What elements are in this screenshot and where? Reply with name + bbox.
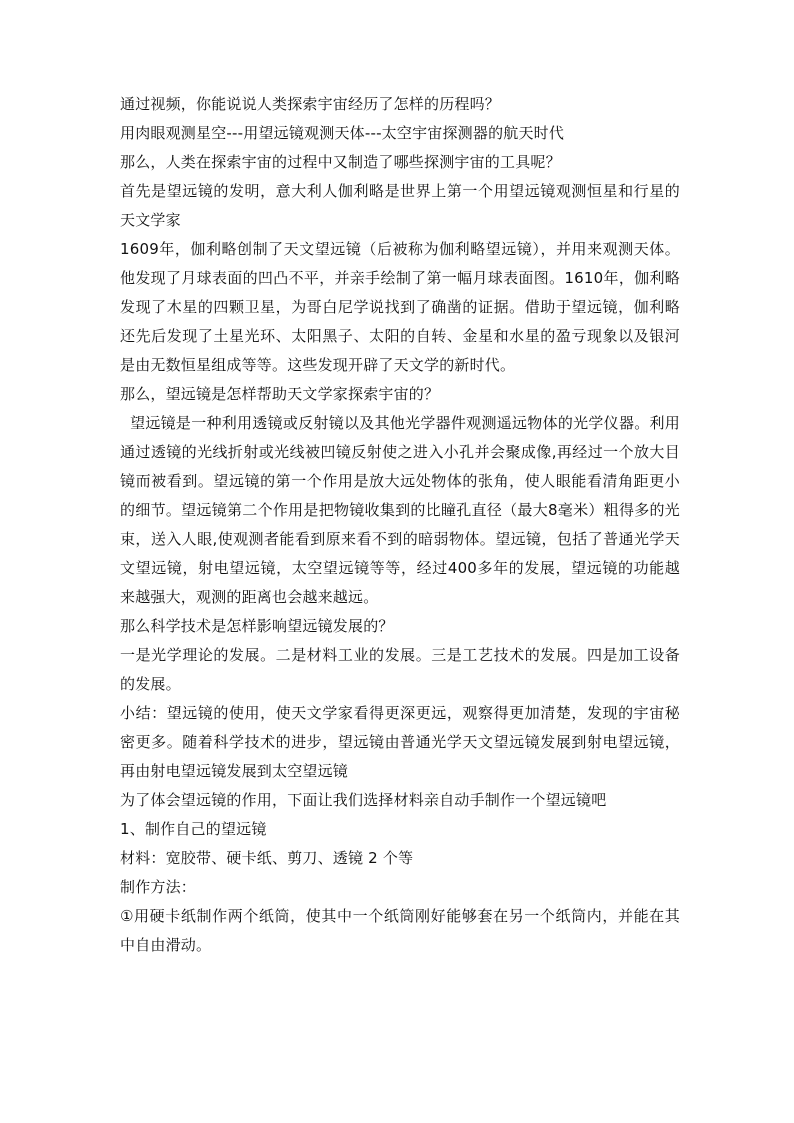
galileo-intro: 首先是望远镜的发明，意大利人伽利略是世界上第一个用望远镜观测恒星和行星的天文学家 (120, 182, 680, 229)
telescope-explanation: 望远镜是一种利用透镜或反射镜以及其他光学器件观测遥远物体的光学仪器。利用通过透镜的光线折射或光线被凹镜反射使之进入小孔并会聚成像,再经过一个放大目镜而被看到。望远镜的第一个作用是放大远处物体的张角，使人眼能看清角距更小的细节。望远镜第二个作用是把物镜收集到的比瞳孔直径（最大8毫米）粗得多的光束，送入人眼,使观测者能看到原来看不到的暗弱物体。望远镜，包括了普通光学天文望远镜，射电望远镜，太空望远镜等等，经过400多年的发展，望远镜的功能越来越强大，观测的距离也会越来越远。 (120, 414, 680, 606)
question-tools: 那么，人类在探索宇宙的过程中又制造了哪些探测宇宙的工具呢？ (120, 153, 561, 171)
question-video-history: 通过视频，你能说说人类探索宇宙经历了怎样的历程吗？ (120, 95, 501, 113)
section-heading-make-telescope: 1、制作自己的望远镜 (120, 820, 267, 838)
technology-factors: 一是光学理论的发展。二是材料工业的发展。三是工艺技术的发展。四是加工设备的发展。 (120, 646, 680, 693)
method-step-1: ①用硬卡纸制作两个纸筒，使其中一个纸筒刚好能够套在另一个纸筒内，并能在其中自由滑动。 (120, 907, 680, 954)
make-telescope-intro: 为了体会望远镜的作用，下面让我们选择材料亲自动手制作一个望远镜吧 (120, 791, 607, 809)
history-timeline: 用肉眼观测星空---用望远镜观测天体---太空宇宙探测器的航天时代 (120, 124, 565, 142)
document-body (120, 90, 680, 960)
summary: 小结：望远镜的使用，使天文学家看得更深更远，观察得更加清楚，发现的宇宙秘密更多。随着科学技术的进步，望远镜由普通光学天文望远镜发展到射电望远镜，再由射电望远镜发展到太空望远镜 (120, 704, 680, 780)
galileo-discoveries: 1609年，伽利略创制了天文望远镜（后被称为伽利略望远镜），并用来观测天体。他发现了月球表面的凹凸不平，并亲手绘制了第一幅月球表面图。1610年，伽利略发现了木星的四颗卫星，为哥白尼学说找到了确凿的证据。借助于望远镜，伽利略还先后发现了土星光环、太阳黑子、太阳的自转、金星和水星的盈亏现象以及银河是由无数恒星组成等等。这些发现开辟了天文学的新时代。 (120, 240, 680, 374)
question-technology-influence: 那么科学技术是怎样影响望远镜发展的？ (120, 617, 394, 635)
materials-list: 材料：宽胶带、硬卡纸、剪刀、透镜 2 个等 (120, 849, 414, 867)
question-how-telescope-helps: 那么，望远镜是怎样帮助天文学家探索宇宙的？ (120, 385, 440, 403)
method-heading: 制作方法： (120, 878, 197, 896)
